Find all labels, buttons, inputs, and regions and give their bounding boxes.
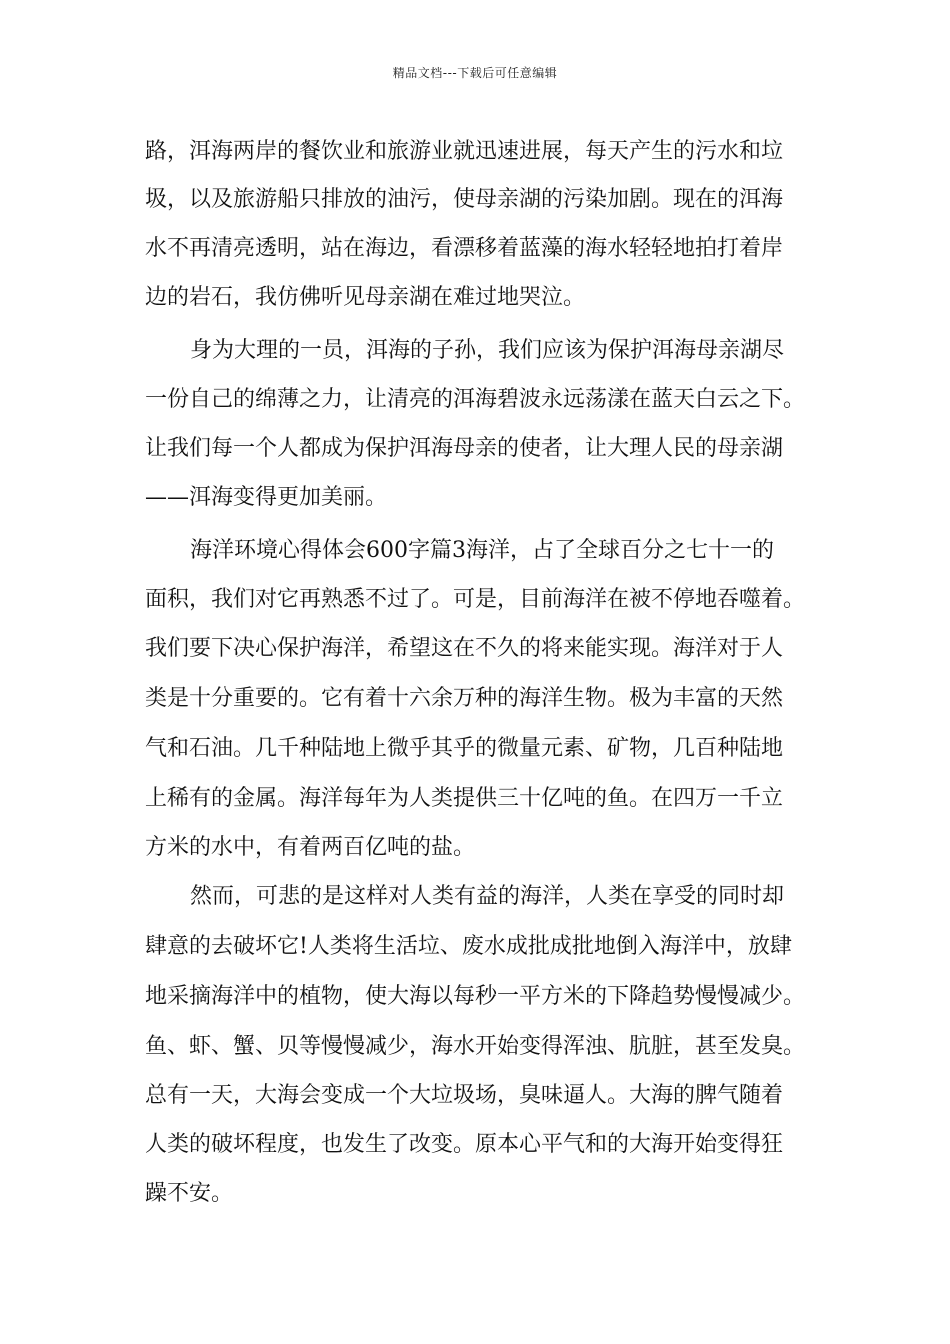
- paragraph-line: 身为大理的一员，洱海的子孙，我们应该为保护洱海母亲湖尽: [190, 338, 785, 363]
- paragraph-line: 总有一天，大海会变成一个大垃圾场，臭味逼人。大海的脾气随着: [145, 1083, 784, 1108]
- paragraph-line: 地采摘海洋中的植物，使大海以每秒一平方米的下降趋势慢慢减少。: [145, 984, 806, 1009]
- paragraph-line: 我们要下决心保护海洋，希望这在不久的将来能实现。海洋对于人: [145, 636, 784, 661]
- paragraph-line: 让我们每一个人都成为保护洱海母亲的使者，让大理人民的母亲湖: [145, 436, 784, 461]
- paragraph-line: 路，洱海两岸的餐饮业和旅游业就迅速进展，每天产生的污水和垃: [145, 139, 784, 164]
- paragraph-line: 鱼、虾、蟹、贝等慢慢减少，海水开始变得浑浊、肮脏，甚至发臭。: [145, 1034, 806, 1059]
- paragraph-line: 一份自己的绵薄之力，让清亮的洱海碧波永远荡漾在蓝天白云之下。: [145, 387, 806, 412]
- paragraph-line: ——洱海变得更加美丽。: [145, 485, 388, 510]
- paragraph-line: 海洋环境心得体会600字篇3海洋，占了全球百分之七十一的: [190, 538, 774, 563]
- paragraph-line: 面积，我们对它再熟悉不过了。可是，目前海洋在被不停地吞噬着。: [145, 587, 806, 612]
- paragraph-line: 人类的破坏程度，也发生了改变。原本心平气和的大海开始变得狂: [145, 1132, 784, 1157]
- paragraph-line: 上稀有的金属。海洋每年为人类提供三十亿吨的鱼。在四万一千立: [145, 786, 784, 811]
- page-header: 精品文档---下载后可任意编辑: [392, 66, 558, 80]
- paragraph-line: 然而，可悲的是这样对人类有益的海洋，人类在享受的同时却: [190, 884, 785, 909]
- paragraph-line: 方米的水中，有着两百亿吨的盐。: [145, 835, 476, 860]
- paragraph-line: 类是十分重要的。它有着十六余万种的海洋生物。极为丰富的天然: [145, 686, 784, 711]
- paragraph-line: 边的岩石，我仿佛听见母亲湖在难过地哭泣。: [145, 285, 586, 310]
- paragraph-line: 气和石油。几千种陆地上微乎其乎的微量元素、矿物，几百种陆地: [145, 736, 784, 761]
- paragraph-line: 水不再清亮透明，站在海边，看漂移着蓝藻的海水轻轻地拍打着岸: [145, 236, 784, 261]
- paragraph-line: 躁不安。: [145, 1181, 234, 1206]
- paragraph-line: 肆意的去破坏它!人类将生活垃、废水成批成批地倒入海洋中，放肆: [145, 934, 792, 959]
- paragraph-line: 圾，以及旅游船只排放的油污，使母亲湖的污染加剧。现在的洱海: [145, 187, 784, 212]
